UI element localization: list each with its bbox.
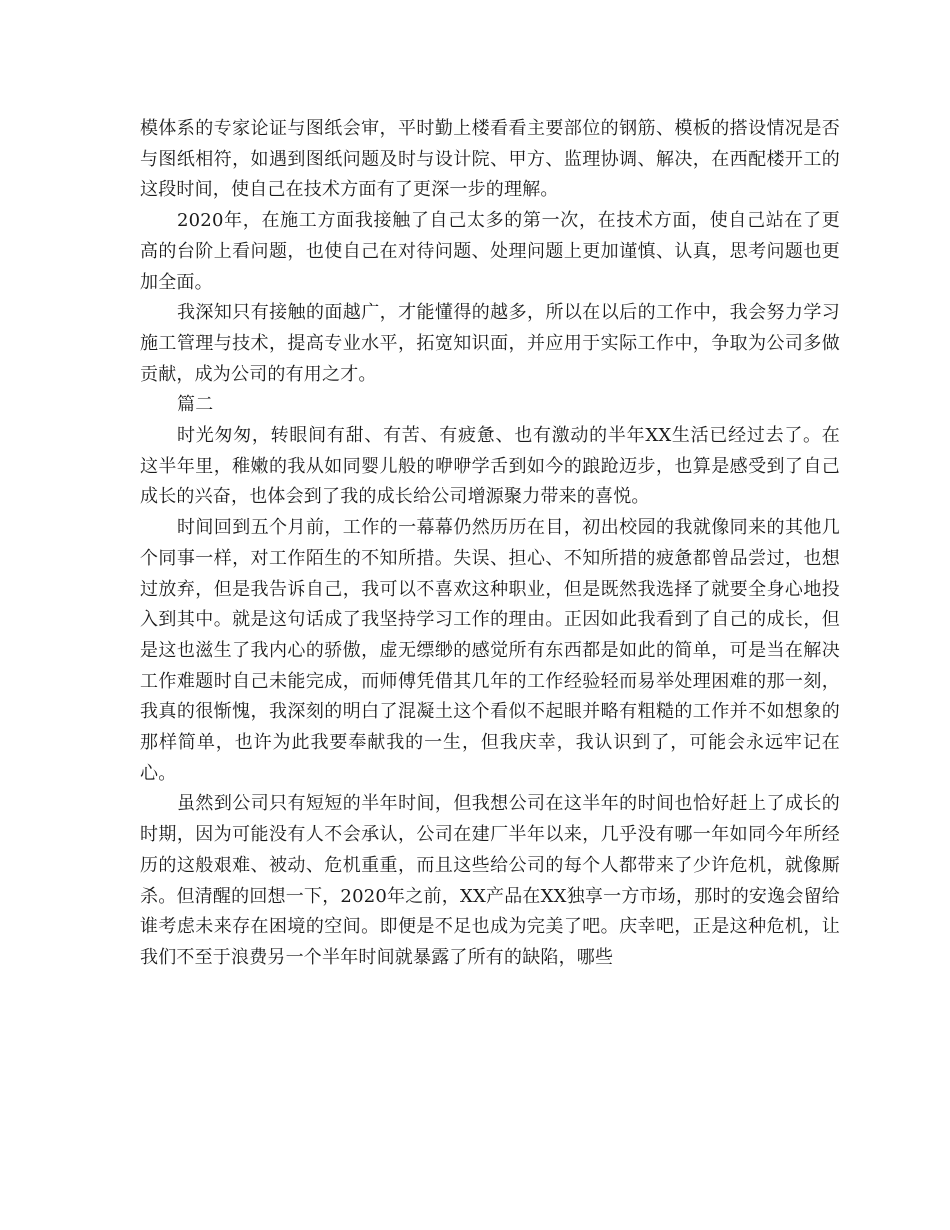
paragraph-2: 2020年，在施工方面我接触了自己太多的第一次，在技术方面，使自己站在了更高的台阶上看问题，也使自己在对待问题、处理问题上更加谨慎、认真，思考问题也更加全面。 xyxy=(140,210,840,293)
paragraph-5: 时间回到五个月前，工作的一幕幕仍然历历在目，初出校园的我就像同来的其他几个同事一样，对工作陌生的不知所措。失误、担心、不知所措的疲惫都曾品尝过，也想过放弃，但是我告诉自己，我可以不喜欢这种职业，但是既然我选择了就要全身心地投入到其中。就是这句话成了我坚持学习工作的理由。正因如此我看到了自己的成长，但是这也滋生了我内心的骄傲，虚无缥缈的感觉所有东西都是如此的简单，可是当在解决工作难题时自己未能完成，而师傅凭借其几年的工作经验轻而易举处理困难的那一刻，我真的很惭愧，我深刻的明白了混凝土这个看似不起眼并略有粗糙的工作并不如想象的那样简单，也许为此我要奉献我的一生，但我庆幸，我认识到了，可能会永远牢记在心。 xyxy=(140,517,840,784)
paragraph-4: 时光匆匆，转眼间有甜、有苦、有疲惫、也有激动的半年XX生活已经过去了。在这半年里，稚嫩的我从如同婴儿般的咿咿学舌到如今的踉跄迈步，也算是感受到了自己成长的兴奋，也体会到了我的成长给公司增源聚力带来的喜悦。 xyxy=(140,425,840,508)
section-heading: 篇二 xyxy=(177,394,214,416)
paragraph-6: 虽然到公司只有短短的半年时间，但我想公司在这半年的时间也恰好赶上了成长的时期，因为可能没有人不会承认，公司在建厂半年以来，几乎没有哪一年如同今年所经历的这般艰难、被动、危机重重，而且这些给公司的每个人都带来了少许危机，就像厮杀。但清醒的回想一下，2020年之前，XX产品在XX独享一方市场，那时的安逸会留给谁考虑未来存在困境的空间。即便是不足也成为完美了吧。庆幸吧，正是这种危机，让我们不至于浪费另一个半年时间就暴露了所有的缺陷，哪些 xyxy=(140,793,840,968)
document-body xyxy=(140,114,840,974)
paragraph-1: 模体系的专家论证与图纸会审，平时勤上楼看看主要部位的钢筋、模板的搭设情况是否与图纸相符，如遇到图纸问题及时与设计院、甲方、监理协调、解决，在西配楼开工的这段时间，使自己在技术方面有了更深一步的理解。 xyxy=(140,118,840,201)
paragraph-3: 我深知只有接触的面越广，才能懂得的越多，所以在以后的工作中，我会努力学习施工管理与技术，提高专业水平，拓宽知识面，并应用于实际工作中，争取为公司多做贡献，成为公司的有用之才。 xyxy=(140,302,840,385)
